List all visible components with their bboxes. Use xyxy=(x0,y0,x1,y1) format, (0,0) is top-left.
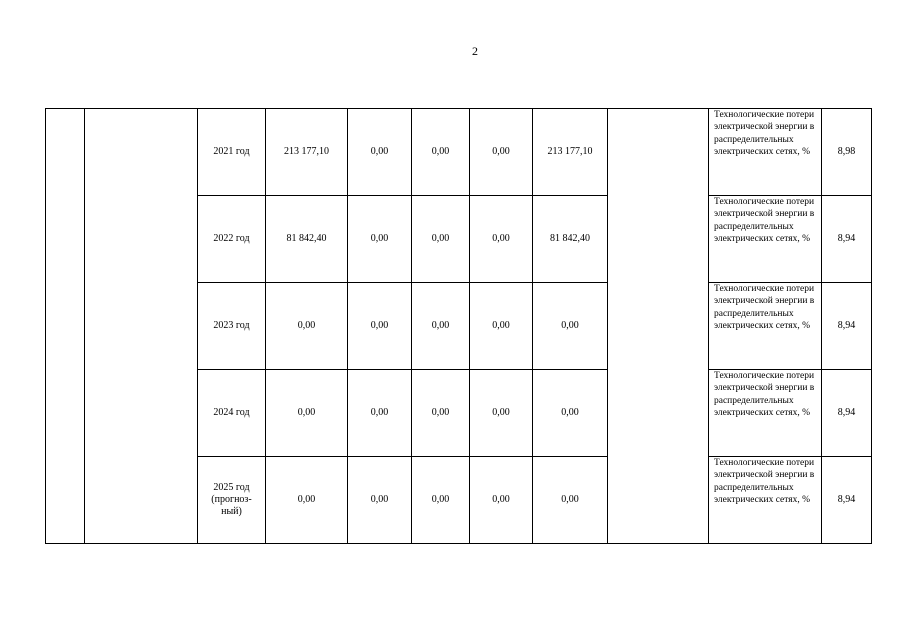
indicator-value-cell: 8,94 xyxy=(822,457,872,544)
indicator-name-cell: Технологические потери электрической энергии в распределительных электрических сетях, % xyxy=(709,370,822,457)
year-cell: 2023 год xyxy=(198,283,266,370)
amount-cell: 0,00 xyxy=(470,196,533,283)
executor-cell xyxy=(608,109,709,544)
indicator-value-cell: 8,94 xyxy=(822,196,872,283)
year-cell: 2022 год xyxy=(198,196,266,283)
amount-cell: 0,00 xyxy=(533,370,608,457)
indicator-name-cell: Технологические потери электрической энергии в распределительных электрических сетях, % xyxy=(709,283,822,370)
indicator-name-cell: Технологические потери электрической энергии в распределительных электрических сетях, % xyxy=(709,196,822,283)
amount-total-cell: 0,00 xyxy=(266,370,348,457)
amount-cell: 0,00 xyxy=(412,457,470,544)
amount-cell: 0,00 xyxy=(348,196,412,283)
year-cell: 2024 год xyxy=(198,370,266,457)
amount-cell: 0,00 xyxy=(470,283,533,370)
indicator-value-cell: 8,94 xyxy=(822,370,872,457)
amount-cell: 0,00 xyxy=(412,109,470,196)
amount-cell: 0,00 xyxy=(412,370,470,457)
amount-cell: 0,00 xyxy=(348,283,412,370)
number-cell xyxy=(46,109,85,544)
amount-cell: 0,00 xyxy=(470,370,533,457)
year-cell: 2025 год (прогноз- ный) xyxy=(198,457,266,544)
page-number: 2 xyxy=(472,44,478,58)
amount-total-cell: 213 177,10 xyxy=(266,109,348,196)
measure-name-cell xyxy=(85,109,198,544)
amount-total-cell: 0,00 xyxy=(266,457,348,544)
indicator-name-cell: Технологические потери электрической энергии в распределительных электрических сетях, % xyxy=(709,109,822,196)
amount-cell: 0,00 xyxy=(470,109,533,196)
amount-cell: 0,00 xyxy=(533,283,608,370)
amount-cell: 0,00 xyxy=(470,457,533,544)
funding-table xyxy=(45,108,872,544)
amount-cell: 0,00 xyxy=(412,196,470,283)
table-row xyxy=(46,109,872,196)
amount-total-cell: 0,00 xyxy=(266,283,348,370)
amount-cell: 81 842,40 xyxy=(533,196,608,283)
indicator-value-cell: 8,98 xyxy=(822,109,872,196)
amount-cell: 0,00 xyxy=(533,457,608,544)
amount-cell: 0,00 xyxy=(348,370,412,457)
year-cell: 2021 год xyxy=(198,109,266,196)
amount-cell: 213 177,10 xyxy=(533,109,608,196)
indicator-value-cell: 8,94 xyxy=(822,283,872,370)
amount-cell: 0,00 xyxy=(348,457,412,544)
indicator-name-cell: Технологические потери электрической энергии в распределительных электрических сетях, % xyxy=(709,457,822,544)
amount-total-cell: 81 842,40 xyxy=(266,196,348,283)
amount-cell: 0,00 xyxy=(348,109,412,196)
amount-cell: 0,00 xyxy=(412,283,470,370)
